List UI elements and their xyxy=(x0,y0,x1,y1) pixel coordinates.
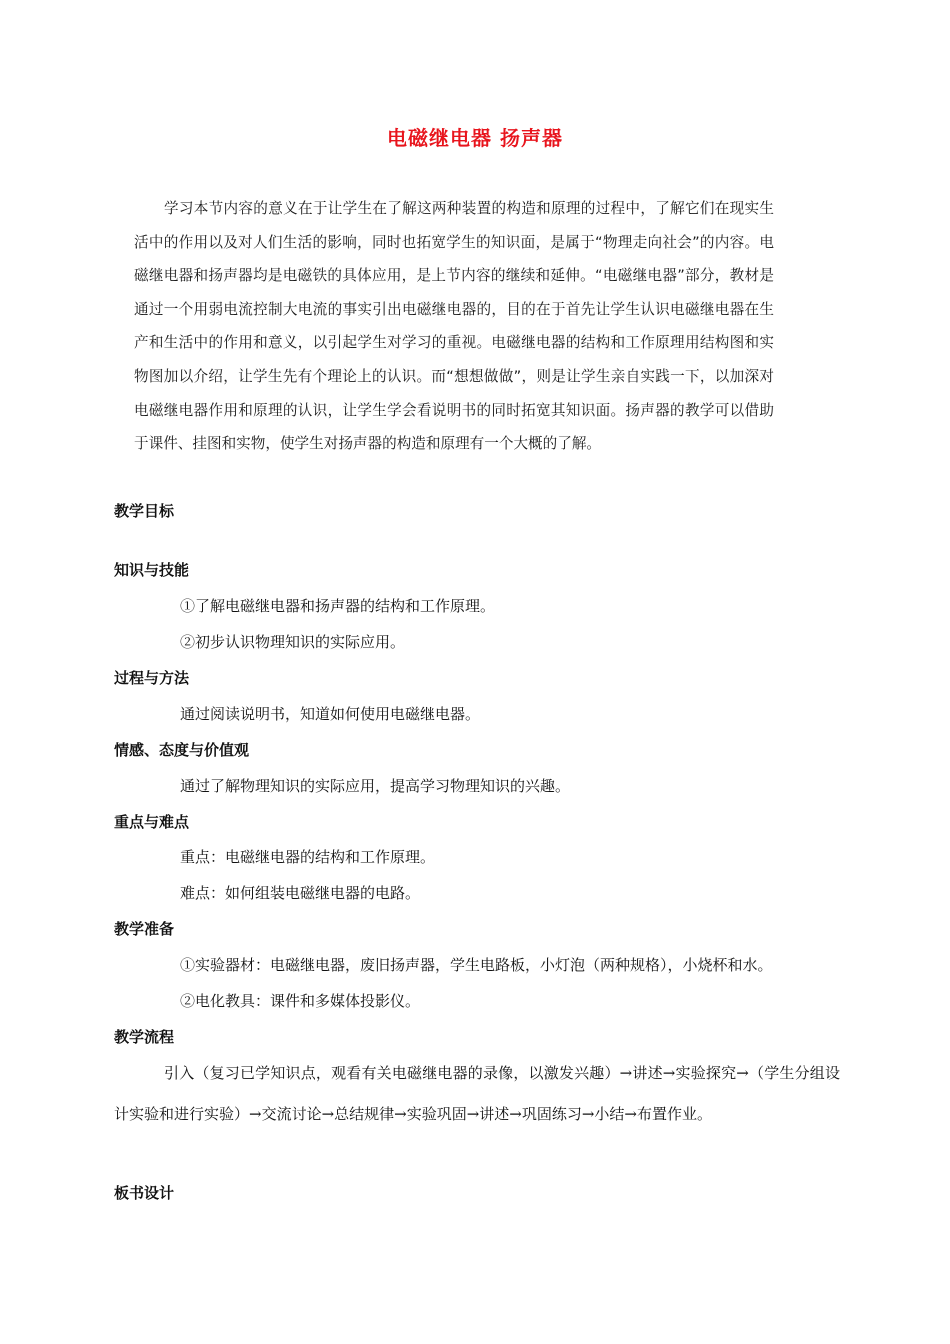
heading-emotion-values: 情感、态度与价值观 xyxy=(114,741,250,759)
heading-process-method: 过程与方法 xyxy=(114,669,190,687)
heading-preparation: 教学准备 xyxy=(114,920,175,938)
emotion-values-text: 通过了解物理知识的实际应用，提高学习物理知识的兴趣。 xyxy=(180,777,571,795)
page-title: 电磁继电器 扬声器 xyxy=(387,126,563,150)
difficult-point-text: 难点：如何组装电磁继电器的电路。 xyxy=(180,884,421,902)
key-point-text: 重点：电磁继电器的结构和工作原理。 xyxy=(180,848,436,866)
heading-teaching-goals: 教学目标 xyxy=(114,502,175,520)
heading-key-difficult: 重点与难点 xyxy=(114,813,190,831)
preparation-item-1: ①实验器材：电磁继电器，废旧扬声器，学生电路板，小灯泡（两种规格），小烧杯和水。 xyxy=(180,956,773,974)
knowledge-item-1: ①了解电磁继电器和扬声器的结构和工作原理。 xyxy=(180,597,496,615)
heading-teaching-flow: 教学流程 xyxy=(114,1028,175,1046)
process-method-text: 通过阅读说明书，知道如何使用电磁继电器。 xyxy=(180,705,481,723)
intro-paragraph: 学习本节内容的意义在于让学生在了解这两种装置的构造和原理的过程中，了解它们在现实生活中的作用以及对人们生活的影响，同时也拓宽学生的知识面，是属于“物理走向社会”的内容。电磁继电器和扬声器均是电磁铁的具体应用，是上节内容的继续和延伸。“电磁继电器”部分，教材是通过一个用弱电流控制大电流的事实引出电磁继电器的，目的在于首先让学生认识电磁继电器在生产和生活中的作用和意义，以引起学生对学习的重视。电磁继电器的结构和工作原理用结构图和实物图加以介绍，让学生先有个理论上的认识。而“想想做做”，则是让学生亲自实践一下，以加深对电磁继电器作用和原理的认识，让学生学会看说明书的同时拓宽其知识面。扬声器的教学可以借助于课件、挂图和实物，使学生对扬声器的构造和原理有一个大概的了解。 xyxy=(134,200,774,453)
knowledge-item-2: ②初步认识物理知识的实际应用。 xyxy=(180,633,406,651)
heading-board-design: 板书设计 xyxy=(114,1184,175,1202)
heading-knowledge-skills: 知识与技能 xyxy=(114,561,190,579)
teaching-flow-text: 引入（复习已学知识点，观看有关电磁继电器的录像，以激发兴趣）→讲述→实验探究→（学生分组设计实验和进行实验）→交流讨论→总结规律→实验巩固→讲述→巩固练习→小结→布置作业。 xyxy=(114,1064,840,1123)
preparation-item-2: ②电化教具：课件和多媒体投影仪。 xyxy=(180,992,421,1010)
